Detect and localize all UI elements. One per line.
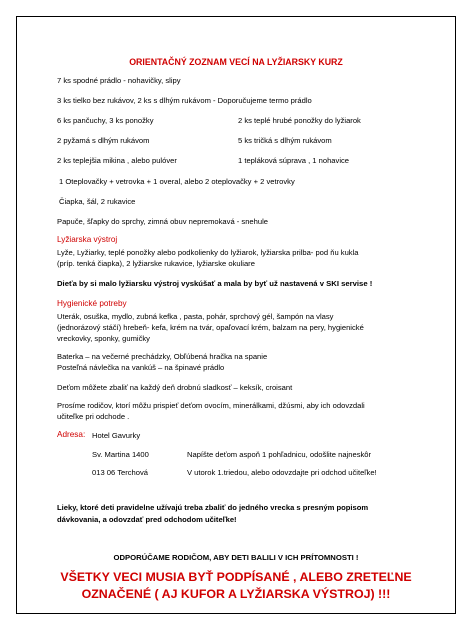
clothes-line-1: 7 ks spodné prádlo - nohavičky, slipy [57, 76, 181, 85]
address-city: 013 06 Terchová [92, 468, 149, 477]
extra-line-3: Deťom môžete zbaliť na každý deň drobnú sladkosť – keksík, croisant [57, 383, 293, 392]
meds-line-2: dávkovania, a odovzdať pred odchodom učiteľke! [57, 515, 237, 524]
ski-line-2: (príp. tenká čiapka), 2 lyžiarske rukavice, lyžiarske okuliare [57, 259, 255, 268]
extra-line-1: Baterka – na večerné prechádzky, Obľúbená hračka na spanie [57, 352, 268, 361]
hygiene-heading: Hygienické potreby [57, 299, 127, 308]
extra-line-2: Posteľná návlečka na vankúš – na špinavé prádlo [57, 363, 225, 372]
clothes-line-6: 1 Oteplovačky + vetrovka + 1 overal, alebo 2 oteplovačky + 2 vetrovky [59, 177, 295, 186]
ski-heading: Lyžiarska výstroj [57, 235, 118, 244]
final-warning-line-1: VŠETKY VECI MUSIA BYŤ PODPÍSANÉ , ALEBO ZRETEĽNE [60, 570, 412, 584]
address-label: Adresa: [57, 430, 86, 439]
clothes-line-3b: 2 ks teplé hrubé ponožky do lyžiarok [238, 116, 361, 125]
clothes-line-3a: 6 ks pančuchy, 3 ks ponožky [57, 116, 154, 125]
clothes-line-5a: 2 ks teplejšia mikina , alebo pulóver [57, 156, 177, 165]
hygiene-line-2: (jednorázový stáčí) hrebeň- kefa, krém na tvár, opaľovací krém, balzam na pery, hygienické [57, 323, 364, 332]
postcard-send-note: V utorok 1.triedou, alebo odovzdajte pri odchod učiteľke! [187, 468, 377, 477]
address-street: Sv. Martina 1400 [92, 450, 149, 459]
extra-line-5: učiteľke pri odchode . [57, 412, 130, 421]
postcard-note: Napíšte deťom aspoň 1 pohľadnicu, odošlite najneskôr [187, 450, 372, 459]
document-page [16, 16, 456, 614]
hygiene-line-3: vreckovky, sponky, gumičky [57, 334, 150, 343]
hygiene-line-1: Uterák, osuška, mydlo, zubná kefka , pasta, pohár, sprchový gél, šampón na vlasy [57, 312, 334, 321]
address-hotel: Hotel Gavurky [92, 431, 141, 440]
clothes-line-7: Čiapka, šál, 2 rukavice [59, 197, 136, 206]
extra-line-4: Prosíme rodičov, ktorí môžu prispieť deťom ovocím, minerálkami, džúsmi, aby ich odovzdali [57, 401, 365, 410]
meds-line-1: Lieky, ktoré deti pravidelne užívajú treba zbaliť do jedného vrecka s presným popisom [57, 503, 369, 512]
ski-fitting-note: Dieťa by si malo lyžiarsku výstroj vyskúšať a mala by byť už nastavená v SKI servise ! [57, 279, 373, 288]
recommendation-note: ODPORÚČAME RODIČOM, ABY DETI BALILI V ICH PRÍTOMNOSTI ! [113, 553, 359, 562]
clothes-line-5b: 1 tepláková súprava , 1 nohavice [238, 156, 350, 165]
clothes-line-8: Papuče, šľapky do sprchy, zimná obuv nepremokavá - snehule [57, 217, 269, 226]
final-warning-line-2: OZNAČENÉ ( AJ KUFOR A LYŽIARSKA VÝSTROJ) !!! [81, 587, 391, 601]
ski-line-1: Lyže, Lyžiarky, teplé ponožky alebo podkolienky do lyžiarok, lyžiarska prilba- pod ňu kukla [57, 248, 359, 257]
clothes-line-2: 3 ks tielko bez rukávov, 2 ks s dlhým rukávom - Doporučujeme termo prádlo [57, 96, 312, 105]
document-title: ORIENTAČNÝ ZOZNAM VECÍ NA LYŽIARSKY KURZ [129, 57, 343, 67]
clothes-line-4a: 2 pyžamá s dlhým rukávom [57, 136, 150, 145]
clothes-line-4b: 5 ks tričká s dlhým rukávom [238, 136, 332, 145]
